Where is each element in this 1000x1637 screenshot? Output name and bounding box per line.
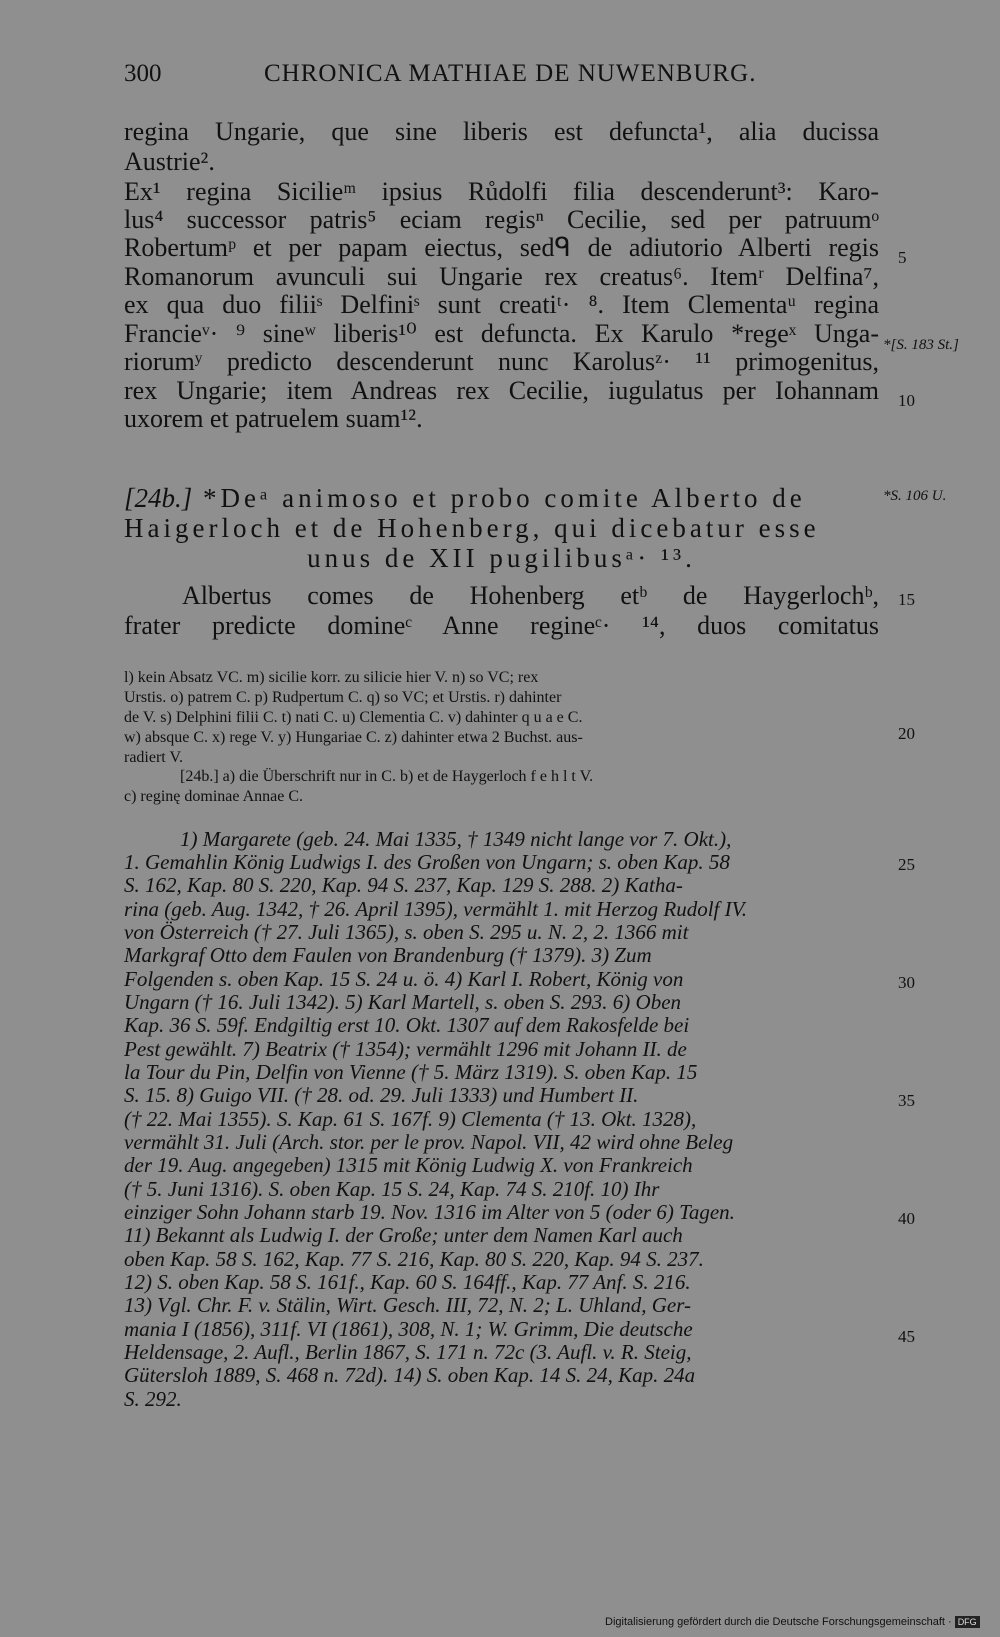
line-number: 35: [898, 1091, 915, 1110]
line-number: 20: [898, 724, 915, 743]
apparatus-line: Urstis. o) patrem C. p) Rudpertum C. q) so VC; et Urstis. r) dahinter: [124, 689, 562, 706]
chapter-heading-line: unus de XII pugilibusᵃ· ¹³.: [307, 543, 696, 573]
note-line: 1. Gemahlin König Ludwigs I. des Großen von Ungarn; s. oben Kap. 58: [124, 850, 730, 874]
note-line: S. 162, Kap. 80 S. 220, Kap. 94 S. 237, Kap. 129 S. 288. 2) Katha-: [124, 873, 683, 897]
apparatus-line: de V. s) Delphini filii C. t) nati C. u) Clementia C. v) dahinter q u a e C.: [124, 709, 583, 726]
note-line: la Tour du Pin, Delfin von Vienne († 5. März 1319). S. oben Kap. 15: [124, 1060, 698, 1084]
note-line: Gütersloh 1889, S. 468 n. 72d). 14) S. oben Kap. 14 S. 24, Kap. 24a: [124, 1363, 696, 1387]
note-line: 11) Bekannt als Ludwig I. der Große; unter dem Namen Karl auch: [124, 1223, 683, 1247]
text-line: Albertus comes de Hohenberg etᵇ de Haygerlochᵇ,: [182, 581, 879, 610]
line-number: 40: [898, 1209, 915, 1228]
note-line: Ungarn († 16. Juli 1342). 5) Karl Martell, s. oben S. 293. 6) Oben: [124, 990, 682, 1014]
page-number: 300: [124, 60, 162, 87]
line-number: 10: [898, 391, 915, 410]
heading-text: *Deᵃ animoso et probo comite Alberto de: [203, 483, 806, 513]
apparatus-line: w) absque C. x) rege V. y) Hungariae C. z) dahinter etwa 2 Buchst. aus-: [124, 729, 583, 746]
note-line: 12) S. oben Kap. 58 S. 161f., Kap. 60 S. 164ff., Kap. 77 Anf. S. 216.: [124, 1270, 691, 1294]
text-line: frater predicte domineᶜ Anne regineᶜ· ¹⁴, duos comitatus: [124, 611, 879, 640]
text-line: Ex¹ regina Sicilieᵐ ipsius Růdolfi filia descenderunt³: Karo-: [124, 177, 879, 206]
note-line: vermählt 31. Juli (Arch. stor. per le prov. Napol. VII, 42 wird ohne Beleg: [124, 1130, 734, 1154]
text-line: Romanorum avunculi sui Ungarie rex creatus⁶. Itemʳ Delfina⁷,: [124, 262, 879, 291]
note-line: 1) Margarete (geb. 24. Mai 1335, † 1349 nicht lange vor 7. Okt.),: [180, 827, 732, 851]
note-line: Folgenden s. oben Kap. 15 S. 24 u. ö. 4) Karl I. Robert, König von: [124, 967, 684, 991]
note-line: der 19. Aug. angegeben) 1315 mit König Ludwig X. von Frankreich: [124, 1153, 693, 1177]
apparatus-line: radiert V.: [124, 749, 183, 766]
line-number: 45: [898, 1327, 915, 1346]
line-number: 5: [898, 248, 907, 267]
text-line: riorumʸ predicto descenderunt nunc Karolusᶻ· ¹¹ primogenitus,: [124, 347, 879, 376]
note-line: oben Kap. 58 S. 162, Kap. 77 S. 216, Kap. 80 S. 220, Kap. 94 S. 237.: [124, 1247, 704, 1271]
apparatus-line: [24b.] a) die Überschrift nur in C. b) et de Haygerloch f e h l t V.: [180, 768, 594, 785]
margin-note: *[S. 183 St.]: [883, 337, 959, 353]
note-line: S. 292.: [124, 1387, 182, 1411]
apparatus-line: l) kein Absatz VC. m) sicilie korr. zu silicie hier V. n) so VC; rex: [124, 669, 539, 686]
apparatus-line: c) reginę dominae Annae C.: [124, 788, 304, 805]
note-line: S. 15. 8) Guigo VII. († 28. od. 29. Juli 1333) und Humbert II.: [124, 1083, 639, 1107]
margin-note: *S. 106 U.: [883, 488, 947, 504]
text-line: Austrie².: [124, 147, 215, 176]
dfg-logo: DFG: [955, 1616, 980, 1628]
text-line: Robertumᵖ et per papam eiectus, sedᑫ de adiutorio Alberti regis: [124, 233, 879, 262]
note-line: rina (geb. Aug. 1342, † 26. April 1395), vermählt 1. mit Herzog Rudolf IV.: [124, 897, 747, 921]
running-title: CHRONICA MATHIAE DE NUWENBURG.: [264, 60, 757, 87]
text-line: Francieᵛ· ⁹ sineʷ liberis¹⁰ est defuncta. Ex Karulo *regeˣ Unga-: [124, 319, 879, 348]
text-line: lus⁴ successor patris⁵ eciam regisⁿ Cecilie, sed per patruumᵒ: [124, 205, 879, 234]
note-line: einziger Sohn Johann starb 19. Nov. 1316 im Alter von 5 (oder 6) Tagen.: [124, 1200, 735, 1224]
note-line: von Österreich († 27. Juli 1365), s. oben S. 295 u. N. 2, 2. 1366 mit: [124, 920, 689, 944]
note-line: († 22. Mai 1355). S. Kap. 61 S. 167f. 9) Clementa († 13. Okt. 1328),: [124, 1107, 697, 1131]
note-line: 13) Vgl. Chr. F. v. Stälin, Wirt. Gesch. III, 72, N. 2; L. Uhland, Ger-: [124, 1293, 691, 1317]
text-line: uxorem et patruelem suam¹².: [124, 404, 423, 433]
folio-mark: [24b.]: [124, 483, 193, 513]
note-line: Pest gewählt. 7) Beatrix († 1354); vermählt 1296 mit Johann II. de: [124, 1037, 687, 1061]
chapter-heading-line: [124, 483, 879, 513]
line-number: 25: [898, 855, 915, 874]
note-line: Markgraf Otto dem Faulen von Brandenburg († 1379). 3) Zum: [124, 943, 652, 967]
line-number: 15: [898, 590, 915, 609]
digitization-credit: [605, 1616, 980, 1628]
text-line: rex Ungarie; item Andreas rex Cecilie, iugulatus per Iohannam: [124, 376, 879, 405]
text-line: regina Ungarie, que sine liberis est defuncta¹, alia ducissa: [124, 117, 879, 146]
chapter-heading-line: Haigerloch et de Hohenberg, qui dicebatur esse: [124, 513, 820, 543]
note-line: († 5. Juni 1316). S. oben Kap. 15 S. 24, Kap. 74 S. 210f. 10) Ihr: [124, 1177, 660, 1201]
note-line: Heldensage, 2. Aufl., Berlin 1867, S. 171 n. 72c (3. Aufl. v. R. Steig,: [124, 1340, 692, 1364]
note-line: mania I (1856), 311f. VI (1861), 308, N. 1; W. Grimm, Die deutsche: [124, 1317, 693, 1341]
credit-text: Digitalisierung gefördert durch die Deutsche Forschungsgemeinschaft ·: [605, 1616, 952, 1628]
text-line: ex qua duo filiiˢ Delfiniˢ sunt creatiᵗ· ⁸. Item Clementaᵘ regina: [124, 290, 879, 319]
note-line: Kap. 36 S. 59f. Endgiltig erst 10. Okt. 1307 auf dem Rakosfelde bei: [124, 1013, 690, 1037]
line-number: 30: [898, 973, 915, 992]
